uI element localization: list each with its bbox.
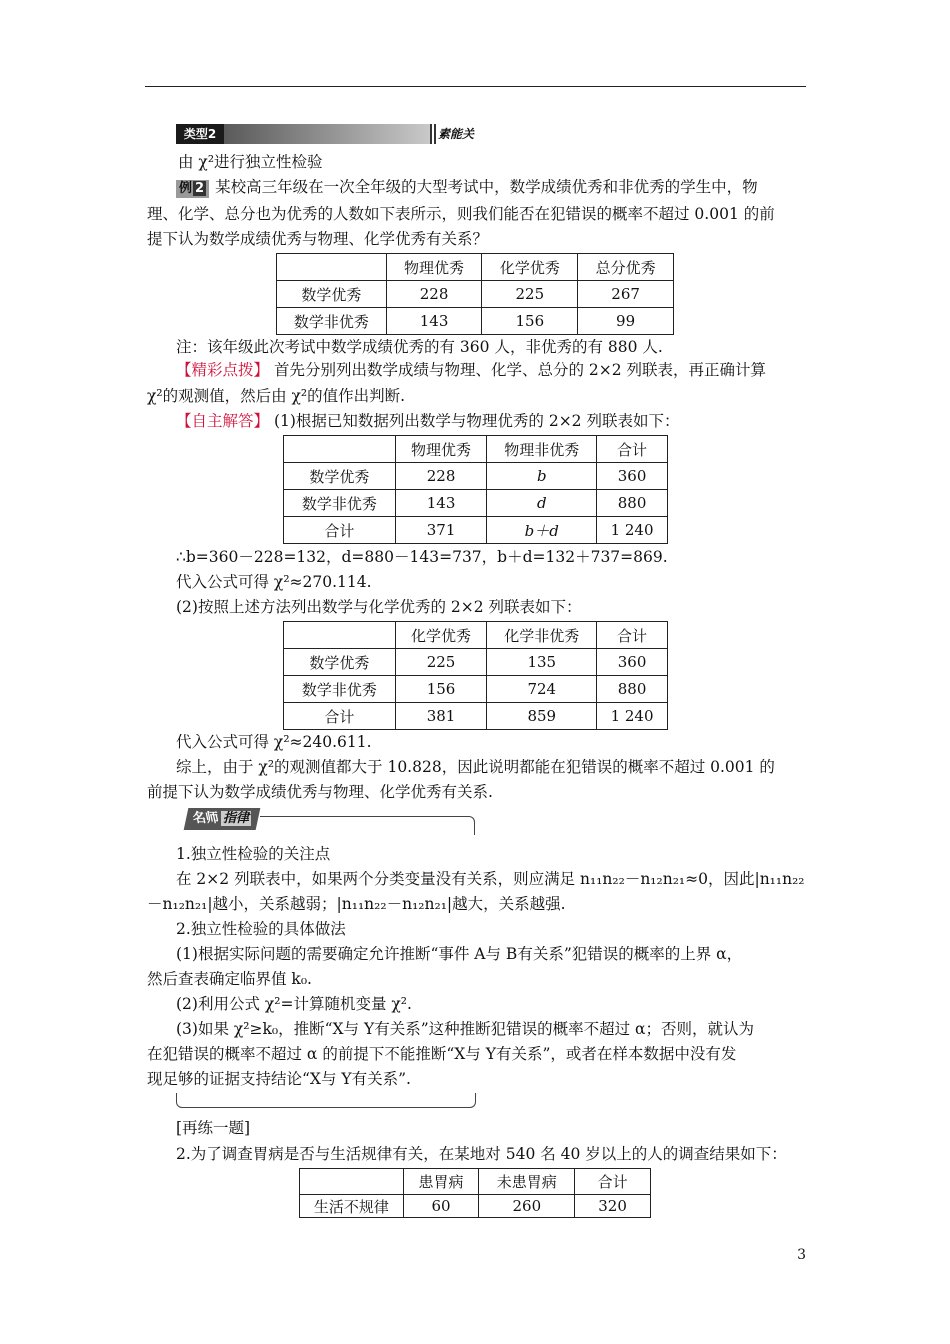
table-cell: 生活不规律 (300, 1195, 404, 1218)
hint-line-2: χ²的观测值，然后由 χ²的值作出判断. (147, 387, 406, 405)
table-cell: 381 (395, 703, 487, 730)
table-cell: 未患胃病 (479, 1169, 575, 1195)
hint-line-1 (176, 359, 766, 381)
table-cell: 267 (578, 281, 674, 308)
section-type-tag: 素能关 (438, 127, 475, 141)
solution-label: 【自主解答】 (176, 412, 270, 430)
table-4 (299, 1168, 651, 1218)
solution-line-1 (176, 410, 679, 432)
example-line-2: 理、化学、总分也为优秀的人数如下表所示，则我们能否在犯错误的概率不超过 0.001 的前 (147, 205, 775, 223)
section-type-gradient (224, 124, 430, 144)
teacher-step-3b: 在犯错误的概率不超过 α 的前提下不能推断“X与 Y有关系”，或者在样本数据中没有发 (147, 1045, 737, 1063)
section-type-bar (176, 124, 478, 144)
practice-question: 2.为了调查胃病是否与生活规律有关，在某地对 540 名 40 岁以上的人的调查结果如下： (176, 1145, 787, 1163)
table-cell (300, 1169, 404, 1195)
table-cell: 225 (482, 281, 578, 308)
table-cell: 228 (395, 463, 487, 490)
table-3 (283, 621, 668, 730)
teacher-para-1b: －n₁₂n₂₁|越小，关系越弱；|n₁₁n₂₂－n₁₂n₂₁|越大，关系越强. (147, 895, 566, 913)
table-cell: 371 (395, 517, 487, 544)
teacher-heading-2: 2.独立性检验的具体做法 (176, 920, 346, 938)
table-cell: 228 (386, 281, 482, 308)
table-cell: 143 (386, 308, 482, 335)
table-cell: 360 (597, 463, 668, 490)
example-badge: 例 2 (176, 180, 209, 198)
table-cell: 患胃病 (403, 1169, 479, 1195)
solution-conclusion-2: 前提下认为数学成绩优秀与物理、化学优秀有关系. (147, 783, 493, 801)
table-cell: 物理优秀 (395, 436, 487, 463)
table-cell: d (487, 490, 597, 517)
table-cell (284, 436, 396, 463)
table-cell: 724 (487, 676, 597, 703)
table-cell: 数学非优秀 (277, 308, 387, 335)
solution-result-1: 代入公式可得 χ²≈270.114. (176, 573, 372, 591)
table-cell: 143 (395, 490, 487, 517)
table-cell: 135 (487, 649, 597, 676)
table-cell: 合计 (284, 703, 396, 730)
solution-part1-intro: (1)根据已知数据列出数学与物理优秀的 2×2 列联表如下： (273, 412, 680, 430)
teacher-tip-header (186, 808, 474, 834)
solution-part2-intro: (2)按照上述方法列出数学与化学优秀的 2×2 列联表如下： (176, 598, 582, 616)
table-cell: 1 240 (597, 703, 668, 730)
table-cell: 60 (403, 1195, 479, 1218)
table-cell: 260 (479, 1195, 575, 1218)
table-cell: 数学优秀 (284, 463, 396, 490)
section-type-divider (430, 124, 436, 144)
table-cell: 物理优秀 (386, 254, 482, 281)
table-row (277, 281, 674, 308)
table-cell: 360 (597, 649, 668, 676)
table-cell: 数学非优秀 (284, 676, 396, 703)
page-number: 3 (797, 1247, 806, 1263)
table-header-row (284, 436, 668, 463)
table-cell: 合计 (284, 517, 396, 544)
table-cell: 合计 (597, 436, 668, 463)
table-row (284, 490, 668, 517)
teacher-step-2: (2)利用公式 χ²=计算随机变量 χ². (176, 995, 412, 1013)
teacher-tip-tag: 名师 指律 (184, 808, 261, 830)
solution-calc-1: ∴b=360－228=132，d=880－143=737，b＋d=132＋737=869. (176, 548, 668, 566)
example-line-1: 例 2 某校高三年级在一次全年级的大型考试中，数学成绩优秀和非优秀的学生中，物 (176, 176, 758, 198)
solution-result-2: 代入公式可得 χ²≈240.611. (176, 733, 372, 751)
table-cell: 320 (575, 1195, 651, 1218)
teacher-step-1a: (1)根据实际问题的需要确定允许推断“事件 A与 B有关系”犯错误的概率的上界 α， (176, 945, 743, 963)
table-cell (284, 622, 396, 649)
table-header-row (284, 622, 668, 649)
table-row (284, 463, 668, 490)
hint-text-1: 首先分别列出数学成绩与物理、化学、总分的 2×2 列联表，再正确计算 (273, 361, 767, 379)
teacher-tip-bracket-top (260, 816, 475, 835)
table-cell (277, 254, 387, 281)
teacher-step-3c: 现足够的证据支持结论“X与 Y有关系”. (147, 1070, 411, 1088)
example-line-3: 提下认为数学成绩优秀与物理、化学优秀有关系？ (147, 230, 489, 248)
teacher-tip-bracket-bottom (176, 1093, 476, 1108)
table-cell: 合计 (575, 1169, 651, 1195)
teacher-heading-1: 1.独立性检验的关注点 (176, 845, 331, 863)
table-row (284, 676, 668, 703)
top-rule (145, 86, 806, 87)
table-cell: 859 (487, 703, 597, 730)
table-cell: 合计 (597, 622, 668, 649)
table-row (284, 649, 668, 676)
table-cell: b＋d (487, 517, 597, 544)
table-1 (276, 253, 674, 335)
table-cell: 物理非优秀 (487, 436, 597, 463)
table-cell: 156 (395, 676, 487, 703)
table-header-row (300, 1169, 651, 1195)
note-text: 注：该年级此次考试中数学成绩优秀的有 360 人，非优秀的有 880 人. (176, 338, 663, 356)
solution-conclusion-1: 综上，由于 χ²的观测值都大于 10.828，因此说明都能在犯错误的概率不超过 0.001 的 (176, 758, 775, 776)
table-header-row (277, 254, 674, 281)
practice-label: [再练一题] (176, 1119, 251, 1137)
table-row (277, 308, 674, 335)
table-cell: 化学优秀 (482, 254, 578, 281)
table-row (284, 703, 668, 730)
section-title: 由 χ²进行独立性检验 (178, 153, 323, 171)
table-cell: 数学非优秀 (284, 490, 396, 517)
table-cell: 156 (482, 308, 578, 335)
table-row (300, 1195, 651, 1218)
table-cell: 1 240 (597, 517, 668, 544)
table-2 (283, 435, 668, 544)
table-cell: 880 (597, 490, 668, 517)
table-cell: 225 (395, 649, 487, 676)
table-row (284, 517, 668, 544)
table-cell: b (487, 463, 597, 490)
hint-label: 【精彩点拨】 (176, 361, 270, 379)
teacher-para-1a: 在 2×2 列联表中，如果两个分类变量没有关系，则应满足 n₁₁n₂₂－n₁₂n₂₁≈0，因此|n₁₁n₂₂ (176, 870, 805, 888)
table-cell: 99 (578, 308, 674, 335)
table-cell: 数学优秀 (284, 649, 396, 676)
table-cell: 数学优秀 (277, 281, 387, 308)
section-type-label: 类型2 (176, 124, 224, 144)
table-cell: 880 (597, 676, 668, 703)
table-cell: 总分优秀 (578, 254, 674, 281)
teacher-step-1b: 然后查表确定临界值 k₀. (147, 970, 312, 988)
table-cell: 化学优秀 (395, 622, 487, 649)
table-cell: 化学非优秀 (487, 622, 597, 649)
teacher-step-3a: (3)如果 χ²≥k₀，推断“X与 Y有关系”这种推断犯错误的概率不超过 α；否则，就认为 (176, 1020, 755, 1038)
